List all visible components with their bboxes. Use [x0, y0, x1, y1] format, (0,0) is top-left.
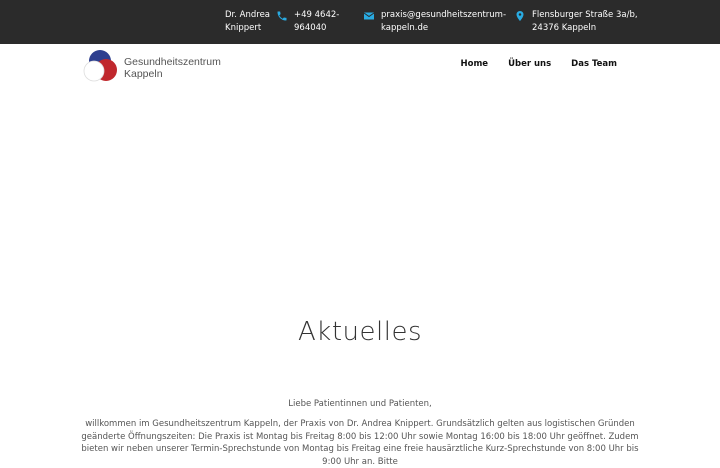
email-contact[interactable] — [363, 9, 506, 35]
logo-circles-icon — [83, 49, 123, 85]
main-navigation — [441, 59, 618, 69]
email-address[interactable]: praxis@gesundheitszentrum- kappeln.de — [381, 10, 507, 33]
site-logo[interactable] — [83, 49, 223, 85]
top-contact-bar — [0, 0, 720, 44]
logo-text — [124, 56, 221, 80]
nav-team[interactable]: Das Team — [571, 59, 617, 69]
map-pin-icon — [514, 10, 526, 22]
doctor-name: Dr. Andrea Knippert — [225, 10, 271, 33]
phone-icon — [276, 10, 288, 22]
phone-number[interactable]: +49 4642- 964040 — [294, 10, 340, 33]
nav-home[interactable]: Home — [460, 59, 489, 69]
page-title: Aktuelles — [297, 317, 422, 347]
address-contact — [514, 9, 638, 35]
logo-line-2: Kappeln — [124, 68, 163, 80]
logo-line-1: Gesundheitszentrum — [124, 56, 221, 68]
doctor-info — [225, 9, 270, 35]
main-header — [0, 44, 720, 88]
intro-paragraph: willkommen im Gesundheitszentrum Kappeln, der Praxis von Dr. Andrea Knippert. Grundsätzlich gelten aus logistischen Gründen geänderte Öffnungszeiten: Die Praxis ist Montag bis Freitag 8:00 bis 12:00 Uhr sowie Montag 16:00 bis 18:00 Uhr geöffnet. Zudem bieten wir neben unserer Termin-Sprechstunde von Montag bis Freitag eine freie hausärztliche Kurz-Sprechstunde von 8:00 Uhr bis 9:00 Uhr an. Bitte — [81, 419, 639, 467]
greeting-text: Liebe Patientinnen und Patienten, — [288, 399, 432, 409]
envelope-icon — [363, 10, 375, 22]
phone-contact[interactable] — [276, 9, 339, 35]
nav-about[interactable]: Über uns — [508, 59, 552, 69]
address-text: Flensburger Straße 3a/b, 24376 Kappeln — [532, 10, 638, 33]
